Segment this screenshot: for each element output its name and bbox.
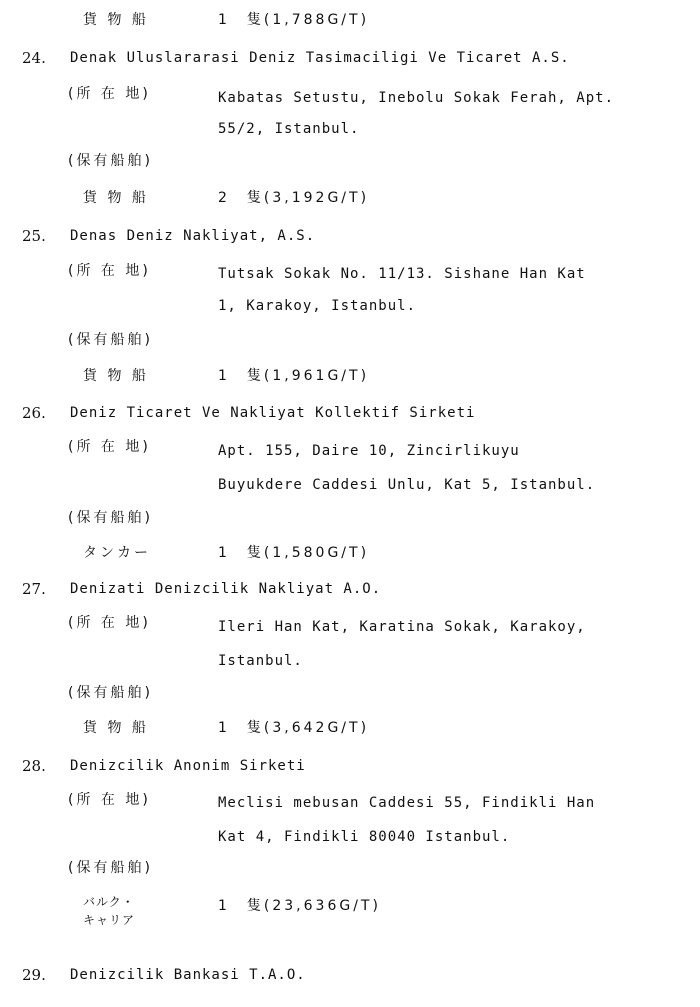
entry-number: 24.: [22, 49, 46, 67]
vessels-label: (保有船舶): [68, 685, 153, 701]
company-name: Denizcilik Bankasi T.A.O.: [70, 967, 306, 983]
vessel-type: 貨 物 船: [83, 368, 149, 384]
company-name: Denizati Denizcilik Nakliyat A.O.: [70, 581, 382, 597]
address-label: (所 在 地): [68, 792, 151, 808]
address-line: 1, Karakoy, Istanbul.: [218, 298, 417, 314]
company-name: Denak Uluslararasi Deniz Tasimaciligi Ve Ticaret A.S.: [70, 50, 570, 66]
vessel-count: 1 隻(1,580G/T): [218, 545, 370, 561]
address-line: Kabatas Setustu, Inebolu Sokak Ferah, Apt.: [218, 90, 615, 106]
entry-number: 28.: [22, 757, 46, 775]
company-name: Denas Deniz Nakliyat, A.S.: [70, 228, 316, 244]
vessel-count: 1 隻(1,788G/T): [218, 12, 370, 28]
company-name: Deniz Ticaret Ve Nakliyat Kollektif Sirketi: [70, 405, 476, 421]
entry-number: 25.: [22, 227, 46, 245]
vessel-type: 貨 物 船: [83, 190, 149, 206]
entry-number: 26.: [22, 404, 46, 422]
vessel-type: 貨 物 船: [83, 720, 149, 736]
address-line: Istanbul.: [218, 653, 303, 669]
entry-number: 29.: [22, 966, 46, 984]
vessel-count: 1 隻(1,961G/T): [218, 368, 370, 384]
address-label: (所 在 地): [68, 263, 151, 279]
company-name: Denizcilik Anonim Sirketi: [70, 758, 306, 774]
address-label: (所 在 地): [68, 439, 151, 455]
vessel-count: 2 隻(3,192G/T): [218, 190, 370, 206]
vessel-type: 貨 物 船: [83, 12, 149, 28]
address-line: Apt. 155, Daire 10, Zincirlikuyu: [218, 443, 520, 459]
address-line: 55/2, Istanbul.: [218, 121, 360, 137]
vessels-label: (保有船舶): [68, 510, 153, 526]
vessels-label: (保有船舶): [68, 332, 153, 348]
address-line: Tutsak Sokak No. 11/13. Sishane Han Kat: [218, 266, 586, 282]
vessels-label: (保有船舶): [68, 153, 153, 169]
address-line: Meclisi mebusan Caddesi 55, Findikli Han: [218, 795, 596, 811]
vessel-type: タンカー: [83, 545, 151, 561]
vessel-type-line: バルク・: [83, 895, 135, 909]
vessel-type-line: キャリア: [83, 913, 136, 927]
address-line: Kat 4, Findikli 80040 Istanbul.: [218, 829, 511, 845]
entry-number: 27.: [22, 580, 46, 598]
address-label: (所 在 地): [68, 615, 151, 631]
address-line: Buyukdere Caddesi Unlu, Kat 5, Istanbul.: [218, 477, 596, 493]
vessel-count: 1 隻(3,642G/T): [218, 720, 370, 736]
vessel-count: 1 隻(23,636G/T): [218, 898, 381, 914]
address-label: (所 在 地): [68, 86, 151, 102]
vessels-label: (保有船舶): [68, 860, 153, 876]
address-line: Ileri Han Kat, Karatina Sokak, Karakoy,: [218, 619, 586, 635]
